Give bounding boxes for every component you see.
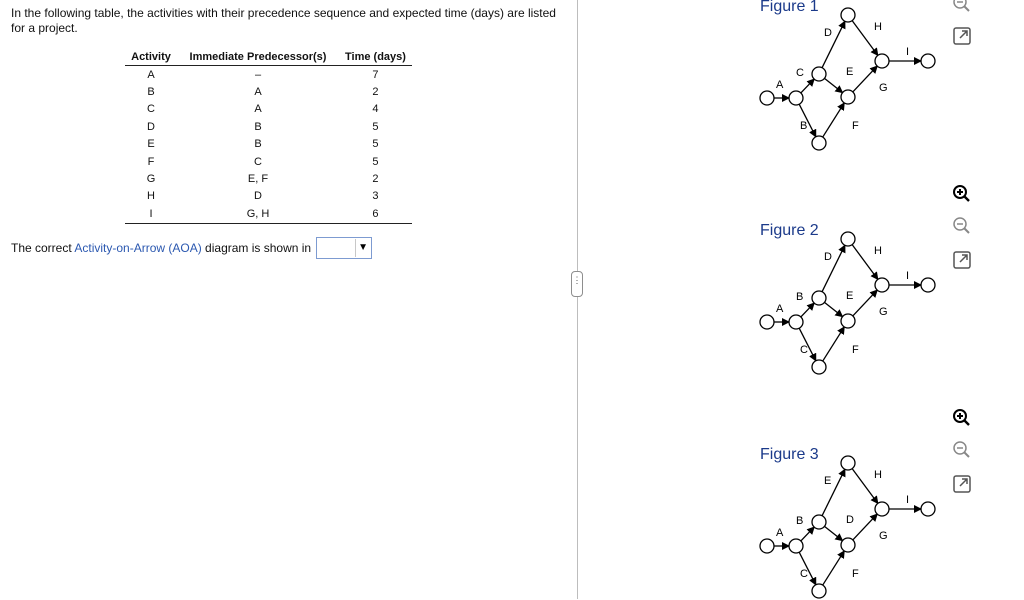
cell-time: 7 — [372, 68, 379, 81]
network-node — [760, 539, 774, 553]
edge-right-arrow — [823, 103, 845, 137]
expand-icon[interactable] — [950, 248, 974, 272]
cell-activity: H — [147, 190, 155, 203]
network-node — [789, 315, 803, 329]
answer-row — [11, 237, 372, 259]
edge-label: G — [879, 306, 888, 318]
edge-g-arrow — [853, 290, 877, 316]
cell-predecessors: D — [254, 190, 262, 203]
network-node — [841, 232, 855, 246]
edge-label: E — [824, 475, 832, 487]
network-node — [841, 538, 855, 552]
network-node — [812, 136, 826, 150]
network-node — [789, 539, 803, 553]
figure-3-diagram — [750, 450, 950, 600]
zoom-out-icon[interactable] — [950, 438, 974, 462]
edge-upper-arrow — [801, 527, 814, 541]
edge-upper-arrow — [801, 79, 814, 93]
edge-label: D — [846, 514, 854, 526]
network-node — [789, 91, 803, 105]
network-node — [760, 91, 774, 105]
cell-time: 5 — [372, 155, 379, 168]
cell-predecessors: E, F — [247, 173, 269, 186]
edge-label: I — [906, 494, 910, 506]
edge-label: I — [906, 46, 910, 58]
answer-prefix: The correct — [11, 241, 75, 255]
edge-label: F — [852, 568, 859, 580]
edge-label: A — [776, 79, 784, 91]
table-row — [125, 66, 412, 84]
edge-label: A — [776, 527, 784, 539]
edge-upper-arrow — [801, 303, 814, 317]
edge-g-arrow — [853, 66, 877, 92]
cell-predecessors: G, H — [177, 205, 339, 223]
network-node — [921, 278, 935, 292]
edge-label: B — [796, 291, 804, 303]
precedence-table — [125, 48, 412, 224]
edge-label: C — [800, 344, 808, 356]
edge-label: G — [879, 82, 888, 94]
zoom-in-icon[interactable] — [950, 406, 974, 430]
network-node — [921, 54, 935, 68]
table-row — [125, 188, 412, 205]
edge-label: E — [846, 290, 854, 302]
edge-right-arrow — [823, 551, 845, 585]
zoom-out-icon[interactable] — [950, 214, 974, 238]
figure-title: Figure 1 — [760, 0, 819, 15]
header-activity: Activity — [125, 48, 177, 66]
table-row — [125, 136, 412, 153]
edge-label: C — [800, 568, 808, 580]
figure-title: Figure 2 — [760, 222, 819, 239]
table-row — [125, 153, 412, 170]
cell-activity: B — [147, 86, 155, 99]
network-node — [875, 278, 889, 292]
edge-label: C — [796, 67, 804, 79]
cell-activity: E — [147, 138, 155, 151]
edge-label: E — [846, 66, 854, 78]
network-node — [841, 90, 855, 104]
expand-icon[interactable] — [950, 24, 974, 48]
cell-activity: G — [146, 173, 156, 186]
network-node — [841, 8, 855, 22]
cell-activity: I — [125, 205, 177, 223]
question-intro: In the following table, the activities with their precedence sequence and expected time (days) are listed for a project. — [11, 6, 556, 35]
network-node — [812, 584, 826, 598]
edge-mid-arrow — [824, 302, 842, 316]
answer-highlight: Activity-on-Arrow (AOA) — [74, 241, 202, 255]
edge-label: H — [874, 21, 882, 33]
dropdown-arrow-icon[interactable]: ▼ — [355, 239, 370, 257]
edge-label: D — [824, 27, 832, 39]
table-row — [125, 101, 412, 118]
divider-drag-handle[interactable]: ⋮ — [571, 271, 583, 297]
cell-time: 2 — [372, 173, 379, 186]
network-node — [921, 502, 935, 516]
cell-predecessors: B — [254, 120, 262, 133]
figures-pane — [580, 0, 1024, 599]
edge-label: D — [824, 251, 832, 263]
figure-title: Figure 3 — [760, 446, 819, 463]
edge-label: B — [800, 120, 808, 132]
edge-mid-arrow — [824, 526, 842, 540]
header-time: Time (days) — [339, 48, 412, 66]
figure-1-diagram — [750, 2, 950, 152]
edge-label: H — [874, 245, 882, 257]
edge-right-arrow — [823, 327, 845, 361]
cell-activity: A — [147, 68, 155, 81]
network-node — [841, 456, 855, 470]
table-row — [125, 205, 412, 223]
network-node — [875, 54, 889, 68]
edge-label: G — [879, 530, 888, 542]
edge-label: A — [776, 303, 784, 315]
figure-select-dropdown[interactable] — [316, 237, 372, 259]
zoom-in-icon[interactable] — [950, 182, 974, 206]
answer-text — [11, 241, 311, 255]
figure-2-diagram — [750, 226, 950, 376]
cell-time: 5 — [372, 120, 379, 133]
cell-predecessors: C — [254, 155, 262, 168]
network-node — [812, 515, 826, 529]
zoom-out-icon[interactable] — [950, 0, 974, 16]
cell-time: 3 — [372, 190, 379, 203]
network-node — [841, 314, 855, 328]
cell-time: 4 — [372, 103, 379, 116]
network-node — [812, 67, 826, 81]
network-node — [760, 315, 774, 329]
edge-label: F — [852, 344, 859, 356]
cell-time: 2 — [372, 86, 379, 99]
cell-time: 5 — [372, 138, 379, 151]
expand-icon[interactable] — [950, 472, 974, 496]
cell-predecessors: A — [254, 103, 262, 116]
cell-predecessors: A — [254, 86, 262, 99]
edge-mid-arrow — [824, 78, 842, 92]
cell-predecessors: – — [254, 68, 262, 81]
pane-divider — [577, 0, 578, 599]
cell-activity: C — [147, 103, 155, 116]
cell-predecessors: B — [254, 138, 262, 151]
network-node — [875, 502, 889, 516]
cell-activity: D — [147, 120, 155, 133]
answer-suffix: diagram is shown in — [201, 241, 312, 255]
cell-activity: F — [147, 155, 155, 168]
table-row — [125, 170, 412, 187]
network-node — [812, 360, 826, 374]
edge-g-arrow — [853, 514, 877, 540]
network-node — [812, 291, 826, 305]
table-row — [125, 83, 412, 100]
cell-time: 6 — [339, 205, 412, 223]
header-predecessors: Immediate Predecessor(s) — [177, 48, 339, 66]
table-row — [125, 118, 412, 135]
edge-label: H — [874, 469, 882, 481]
edge-label: B — [796, 515, 804, 527]
edge-label: I — [906, 270, 910, 282]
edge-label: F — [852, 120, 859, 132]
